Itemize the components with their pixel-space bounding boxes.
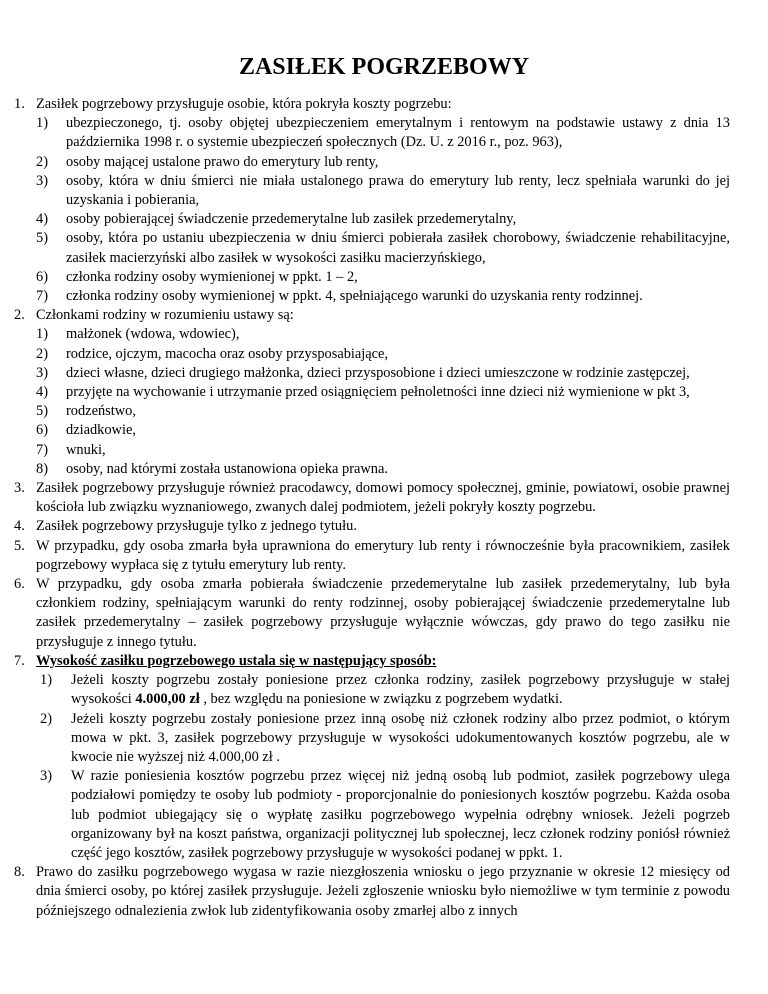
item-text: Członkami rodziny w rozumieniu ustawy są: [36, 307, 294, 324]
main-list [0, 95, 768, 921]
list-item-6: 6. W przypadku, gdy osoba zmarła pobierała świadczenie przedemerytalne lub zasiłek przedemerytalny, lub była członkiem rodziny, spełniającym warunki do renty rodzinnej, osoby pobierającej świadczenie przedemerytalne lub zasiłek przedemerytalny – zasiłek pogrzebowy przysługuje wyłącznie wówczas, gdy prawo do tego zasiłku nie przysługuje z innego tytułu. [14, 576, 730, 650]
sub-list [36, 325, 730, 479]
sub-item: 3) osoby, która w dniu śmierci nie miała ustalonego prawa do emerytury lub renty, lecz spełniała warunki do jej uzyskania i pobierania, [36, 172, 730, 209]
sub-item: 3) dzieci własne, dzieci drugiego małżonka, dzieci przysposobione i dzieci umieszczone w rodzinie zastępczej, [36, 364, 690, 381]
sub-item: 2) rodzice, ojczym, macocha oraz osoby przysposabiające, [36, 345, 389, 362]
list-item-8: 8. Prawo do zasiłku pogrzebowego wygasa w razie niezgłoszenia wniosku o jego przyznanie w okresie 12 miesięcy od dnia śmierci osoby, po której zasiłek przysługuje. Jeżeli zgłoszenie wniosku było niemożliwe w tym terminie z powodu późniejszego odnalezienia zwłok lub zidentyfikowania osoby zmarłej albo z innych [14, 864, 730, 919]
sub-item: 1) Jeżeli koszty pogrzebu zostały poniesione przez członka rodziny, zasiłek pogrzebowy przysługuje w stałej wysokości 4.000,00 zł , bez względu na poniesione w związku z pogrzebem wydatki. [40, 672, 730, 708]
sub-item: 3) W razie poniesienia kosztów pogrzebu przez więcej niż jedną osobą lub podmiot, zasiłek pogrzebowy ulega podziałowi pomiędzy te osoby lub podmioty - proporcjonalnie do poniesionych kosztów pogrzebu. Każda osoba lub podmiot ubiegający się o wypłatę zasiłku pogrzebowego wypełnia odrębny wniosek. Jeżeli pogrzeb organizowany był na koszt państwa, organizacji politycznej lub społecznej, lecz członek rodziny poniósł również część jego kosztów, zasiłek pogrzebowy przysługuje w wysokości podanej w ppkt. 1. [40, 768, 730, 861]
page-title: ZASIŁEK POGRZEBOWY [238, 54, 530, 80]
sub-item: 7) członka rodziny osoby wymienionej w ppkt. 4, spełniającego warunki do uzyskania renty rodzinnej. [36, 288, 643, 305]
list-item-2 [0, 306, 768, 479]
section-heading: Wysokość zasiłku pogrzebowego ustala się w następujący sposób: [36, 652, 437, 669]
sub-item: 5) rodzeństwo, [36, 403, 136, 420]
sub-list [36, 114, 730, 306]
sub-item: 6) dziadkowie, [36, 422, 136, 439]
list-item-3: 3. Zasiłek pogrzebowy przysługuje również pracodawcy, domowi pomocy społecznej, gminie, powiatowi, osobie prawnej kościoła lub związku wyznaniowego, zwanych dalej podmiotem, jeżeli pokryły koszty pogrzebu. [14, 480, 730, 516]
sub-item: 5) osoby, która po ustaniu ubezpieczenia w dniu śmierci pobierała zasiłek chorobowy, świadczenie rehabilitacyjne, zasiłek macierzyński albo zasiłek w wysokości zasiłku macierzyńskiego, [36, 230, 730, 266]
sub-item: 2) Jeżeli koszty pogrzebu zostały poniesione przez inną osobę niż członek rodziny albo przez podmiot, o którym mowa w pkt. 3, zasiłek pogrzebowy przysługuje w wysokości udokumentowanych kosztów pogrzebu, ale w kwocie nie wyższej niż 4.000,00 zł . [40, 710, 730, 765]
sub-item: 8) osoby, nad którymi została ustanowiona opieka prawna. [36, 460, 388, 477]
sub-item: 4) przyjęte na wychowanie i utrzymanie przed osiągnięciem pełnoletności inne dzieci niż wymienione w pkt 3, [36, 384, 690, 401]
sub-item: 1) małżonek (wdowa, wdowiec), [36, 326, 240, 343]
list-item-4: 4. Zasiłek pogrzebowy przysługuje tylko z jednego tytułu. [14, 518, 357, 535]
sub-item: 6) członka rodziny osoby wymienionej w ppkt. 1 – 2, [36, 268, 358, 285]
sub-item: 4) osoby pobierającej świadczenie przedemerytalne lub zasiłek przedemerytalny, [36, 211, 517, 228]
item-number: 1. [14, 96, 25, 112]
sub-list [40, 671, 730, 863]
item-text: Zasiłek pogrzebowy przysługuje osobie, która pokryła koszty pogrzebu: [36, 96, 452, 112]
list-item-5: 5. W przypadku, gdy osoba zmarła była uprawniona do emerytury lub renty i równocześnie była pracownikiem, zasiłek pogrzebowy wypłaca się z tytułu emerytury lub renty. [14, 537, 730, 573]
document-body [0, 95, 768, 921]
sub-item: 1) ubezpieczonego, tj. osoby objętej ubezpieczeniem emerytalnym i rentowym na podstawie ustawy z dnia 13 października 1998 r. o systemie ubezpieczeń społecznych (Dz. U. z 2016 r., poz. 963), [36, 115, 730, 151]
amount-value: 4.000,00 zł [135, 691, 200, 708]
list-item-7: 7. Wysokość zasiłku pogrzebowego ustala się w następujący sposób: 1) Jeżeli koszty pogrzebu zostały poniesione przez członka rodziny, zasiłek pogrzebowy przysługuje w stałej wysokości 4.000,00 zł , bez względu na poniesione w związku z pogrzebem wydatki. 2) Jeżeli koszty pogrzebu zostały poniesione przez inną osobę niż członek rodziny albo przez podmiot, o którym mowa w pkt. 3, zasiłek pogrzebowy przysługuje w wysokości udokumentowanych kosztów pogrzebu, ale w kwocie nie wyższej niż 4.000,00 zł . 3) W razie poniesienia kosztów pogrzebu przez więcej niż jedną osobą lub podmiot, zasiłek pogrzebowy ulega podziałowi pomiędzy te osoby lub podmioty - proporcjonalnie do poniesionych kosztów pogrzebu. Każda osoba lub podmiot ubiegający się o wypłatę zasiłku pogrzebowego wypełnia odrębny wniosek. Jeżeli pogrzeb organizowany był na koszt państwa, organizacji politycznej lub społecznej, lecz członek rodziny poniósł również część jego kosztów, zasiłek pogrzebowy przysługuje w wysokości podanej w ppkt. 1. [0, 652, 768, 863]
sub-item: 2) osoby mającej ustalone prawo do emerytury lub renty, [36, 153, 379, 170]
list-item-1 [0, 95, 768, 306]
sub-item: 7) wnuki, [36, 441, 106, 458]
item-number: 2. [14, 307, 25, 324]
